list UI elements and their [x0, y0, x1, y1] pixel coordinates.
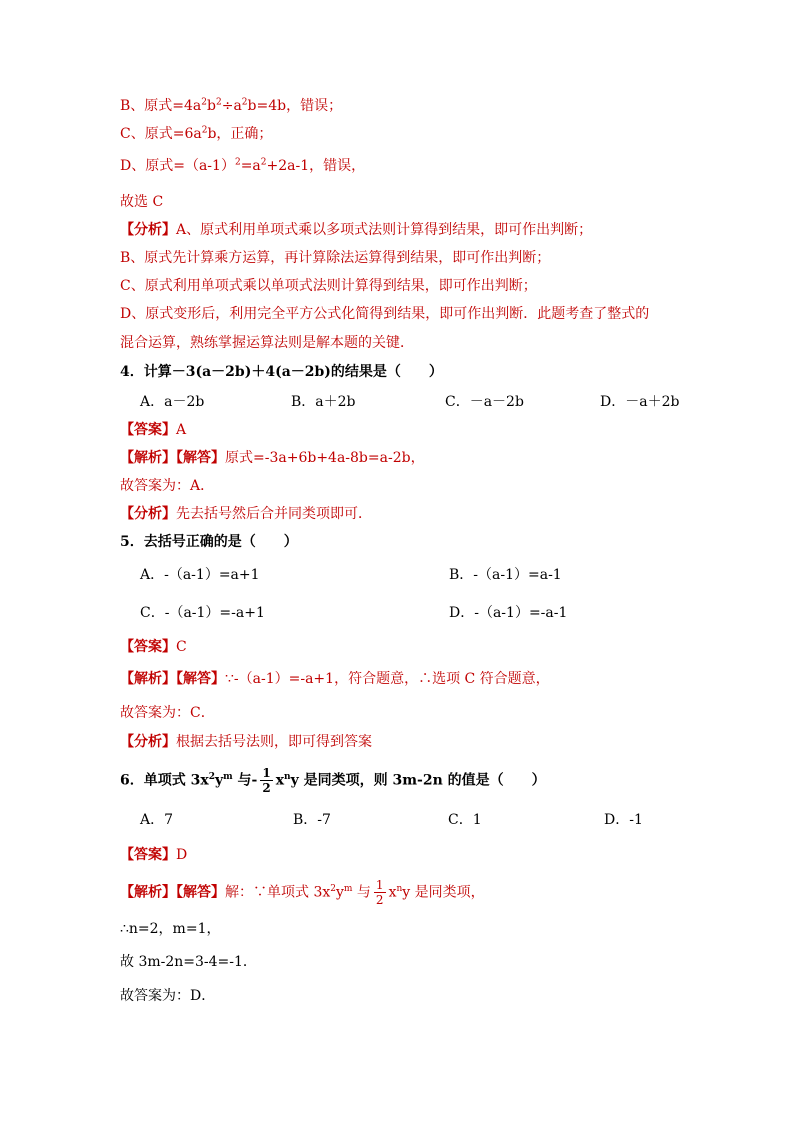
prev-solution-c: C、原式$=6a^2b$，正确；	[120, 125, 273, 142]
q4-option-c: C．－a－2b	[445, 394, 524, 410]
q6-stem: 6．单项式 $3x^2y^m$ 与- $\frac{1}{2}$ $x^ny$ 是同类项，则 3m-2n 的值是（ ）	[120, 766, 546, 795]
prev-analysis-2: B、原式先计算乘方运算，再计算除法运算得到结果，即可作出判断；	[120, 250, 551, 266]
prev-analysis-5: 混合运算，熟练掌握运算法则是解本题的关键．	[120, 335, 414, 351]
prev-analysis-3: C、原式利用单项式乘以单项式法则计算得到结果，即可作出判断；	[120, 278, 537, 294]
q6-conclusion: 故答案为：D．	[120, 988, 216, 1004]
q5-conclusion: 故答案为：C．	[120, 705, 215, 721]
q5-option-c: C．-（a-1）=-a+1	[140, 605, 265, 621]
q5-option-b: B．-（a-1）=a-1	[449, 567, 562, 583]
q5-analysis: 【分析】根据去括号法则，即可得到答案	[120, 734, 372, 750]
q6-answer: 【答案】D	[120, 847, 188, 863]
prev-analysis-1: 【分析】A、原式利用单项式乘以多项式法则计算得到结果，即可作出判断；	[120, 222, 593, 238]
q5-option-d: D．-（a-1）=-a-1	[449, 605, 568, 621]
q6-option-a: A．7	[140, 812, 174, 828]
q4-conclusion: 故答案为：A．	[120, 478, 215, 494]
prev-solution-b: B、原式$=4a^2b^2\div a^2b=4b$，错误；	[120, 97, 343, 114]
q6-option-c: C．1	[448, 812, 482, 828]
q6-solution: 【解析】【解答】解：∵单项式 $3x^2y^m$ 与 $\frac{1}{2}$ $x^ny$ 是同类项，	[120, 878, 485, 907]
q5-stem: 5．去括号正确的是（ ）	[120, 534, 298, 550]
q6-step-2: 故 3m-2n=3-4=-1．	[120, 954, 257, 970]
q4-answer: 【答案】A	[120, 422, 187, 438]
q4-option-b: B．a＋2b	[291, 394, 356, 410]
q4-solution: 【解析】【解答】原式=-3a+6b+4a-8b=a-2b，	[120, 450, 425, 466]
q5-solution: 【解析】【解答】∵-（a-1）=-a+1，符合题意，∴选项 C 符合题意，	[120, 671, 550, 687]
q6-step-1: ∴n=2，m=1，	[120, 921, 221, 937]
q5-option-a: A．-（a-1）=a+1	[140, 567, 260, 583]
prev-choice: 故选 C	[120, 194, 164, 210]
q4-option-a: A．a－2b	[140, 394, 205, 410]
q4-stem: 4．计算－3(a－2b)＋4(a－2b)的结果是（ ）	[120, 364, 443, 380]
q6-solution-fraction: $\frac{1}{2}$	[375, 878, 384, 907]
q6-option-d: D．-1	[604, 812, 643, 828]
prev-solution-d: D、原式$=(a-1)^2=a^2+2a-1$，错误，	[120, 157, 366, 174]
q6-fraction: $\frac{1}{2}$	[262, 766, 271, 795]
q4-option-d: D．－a＋2b	[600, 394, 680, 410]
prev-analysis-4: D、原式变形后，利用完全平方公式化简得到结果，即可作出判断．此题考查了整式的	[120, 306, 650, 322]
q5-answer: 【答案】C	[120, 639, 187, 655]
q6-option-b: B．-7	[293, 812, 331, 828]
q4-analysis: 【分析】先去括号然后合并同类项即可．	[120, 506, 372, 522]
